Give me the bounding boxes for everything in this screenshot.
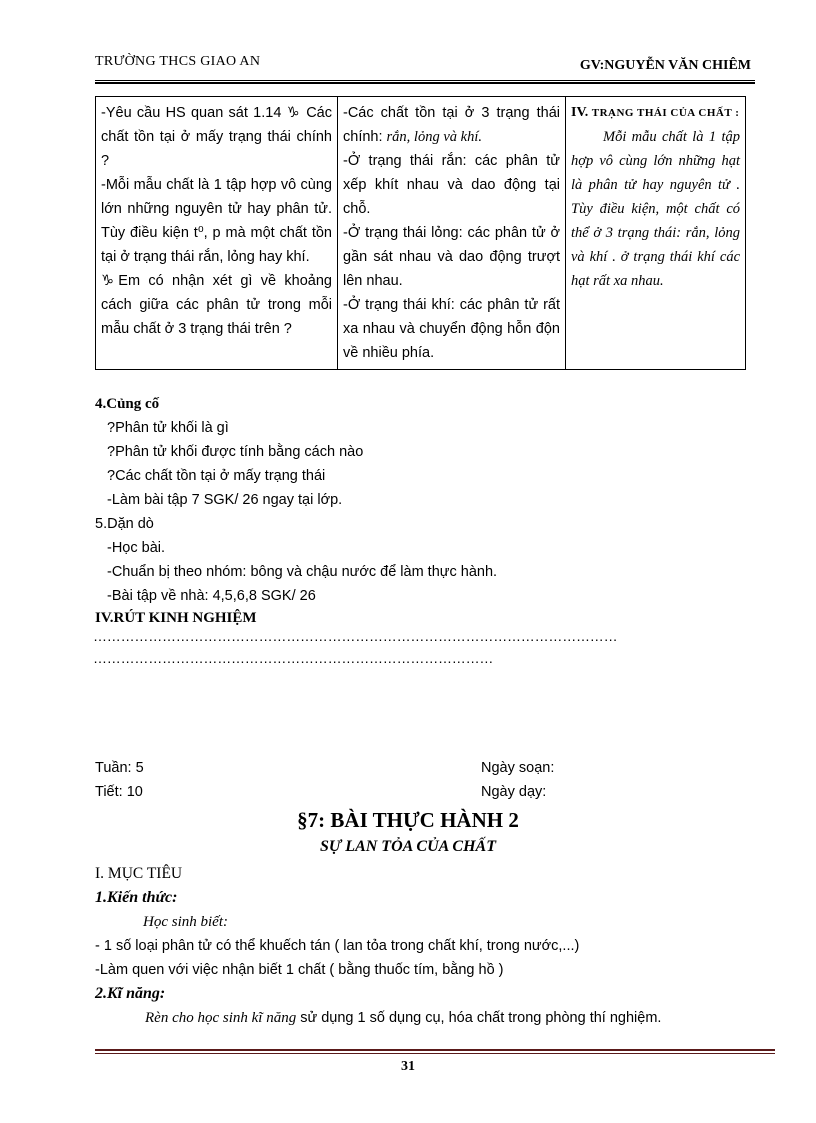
objectives-section (95, 862, 755, 1030)
teacher-activity-cell (96, 97, 338, 370)
student-activity-text: -Ở trạng thái lỏng: các phân tử ở gần sát nhau và dao động trượt lên nhau. (343, 225, 560, 289)
content-body: Mỗi mẫu chất là 1 tập hợp vô cùng lớn những hạt là phân tử hay nguyên tử . Tùy điều kiện, một chất có thể ở 3 trạng thái: rắn, lỏng và khí . ở trạng thái khí các hạt rất xa nhau. (571, 129, 740, 289)
experience-heading: IV.RÚT KINH NGHIỆM (95, 610, 257, 626)
list-item: -Làm bài tập 7 SGK/ 26 ngay tại lớp. (107, 492, 343, 508)
student-activity-text: -Ở trạng thái khí: các phân tử rất xa nhau và chuyển động hỗn độn về nhiều phía. (343, 297, 560, 361)
lesson-table (95, 96, 746, 370)
teach-date-label: Ngày dạy: (481, 784, 547, 800)
list-item: ?Phân tử khối được tính bằng cách nào (107, 444, 364, 460)
table-row (96, 97, 746, 370)
list-item: -Làm quen với việc nhận biết 1 chất ( bằng thuốc tím, bằng hồ ) (95, 962, 504, 978)
homework-section (95, 512, 497, 608)
list-item: ?Phân tử khối là gì (107, 420, 229, 436)
footer-rule (95, 1053, 775, 1054)
skills-text-italic: Rèn cho học sinh kĩ năng (145, 1010, 297, 1026)
skills-heading: 2.Kĩ năng: (95, 985, 166, 1002)
list-item: - 1 số loại phân tử có thể khuếch tán ( lan tỏa trong chất khí, trong nước,...) (95, 938, 580, 954)
period-label: Tiết: 10 (95, 784, 143, 800)
skills-text-rest: sử dụng 1 số dụng cụ, hóa chất trong phòng thí nghiệm. (296, 1010, 662, 1026)
dotted-line: …………………………………………………………………………………………………… (93, 628, 618, 644)
school-name: TRƯỜNG THCS GIAO AN (95, 54, 261, 69)
page-header (95, 52, 753, 78)
student-activity-cell (338, 97, 566, 370)
student-activity-text: -Ở trạng thái rắn: các phân tử xếp khít nhau và dao động tại chỗ. (343, 153, 560, 217)
list-item: ?Các chất tồn tại ở mấy trạng thái (107, 468, 326, 484)
prep-date-label: Ngày soạn: (481, 760, 555, 776)
lesson-subtitle: SỰ LAN TỎA CỦA CHẤT (320, 838, 496, 855)
knowledge-heading: 1.Kiến thức: (95, 889, 178, 906)
dotted-line: …………………………………………………………………………… (93, 650, 494, 666)
list-item: -Bài tập về nhà: 4,5,6,8 SGK/ 26 (107, 588, 316, 604)
consolidation-heading: 4.Củng cố (95, 396, 160, 412)
header-rule (95, 80, 755, 81)
list-item: -Học bài. (107, 540, 166, 556)
experience-section (95, 606, 257, 630)
consolidation-section (95, 392, 363, 512)
teacher-activity-text: -Mỗi mẫu chất là 1 tập hợp vô cùng lớn những nguyên tử hay phân tử. Tùy điều kiện t⁰, p mà một chất tồn tại ở trạng thái rắn, lỏng hay khí. (101, 177, 332, 265)
content-heading (571, 101, 740, 125)
objectives-heading: I. MỤC TIÊU (95, 865, 183, 882)
list-item: -Chuẩn bị theo nhóm: bông và chậu nước để làm thực hành. (107, 564, 498, 580)
content-heading-text: TRẠNG THÁI CỦA CHẤT : (591, 107, 740, 119)
content-heading-roman: IV. (571, 105, 589, 120)
lesson-title: §7: BÀI THỰC HÀNH 2 (297, 808, 519, 832)
knowledge-intro: Học sinh biết: (143, 914, 228, 930)
week-label: Tuần: 5 (95, 760, 144, 776)
state-names: rắn, lỏng và khí. (386, 129, 482, 145)
teacher-activity-text: -Yêu cầu HS quan sát 1.14 ♑︎ Các chất tồn tại ở mấy trạng thái chính ? (101, 105, 332, 169)
header-rule-thick (95, 82, 755, 84)
student-activity-text: -Các chất tồn tại ở 3 trạng thái chính: rắn, lỏng và khí. (343, 105, 560, 145)
page-number: 31 (401, 1059, 415, 1074)
teacher-name: GV:NGUYỄN VĂN CHIÊM (579, 58, 751, 73)
content-cell (566, 97, 746, 370)
homework-heading: 5.Dặn dò (95, 516, 154, 532)
footer-rule-thick (95, 1049, 775, 1051)
skills-text (95, 1006, 755, 1030)
teacher-activity-text: ♑︎Em có nhận xét gì về khoảng cách giữa các phân tử trong mỗi mẫu chất ở 3 trạng thái trên ? (101, 273, 332, 337)
